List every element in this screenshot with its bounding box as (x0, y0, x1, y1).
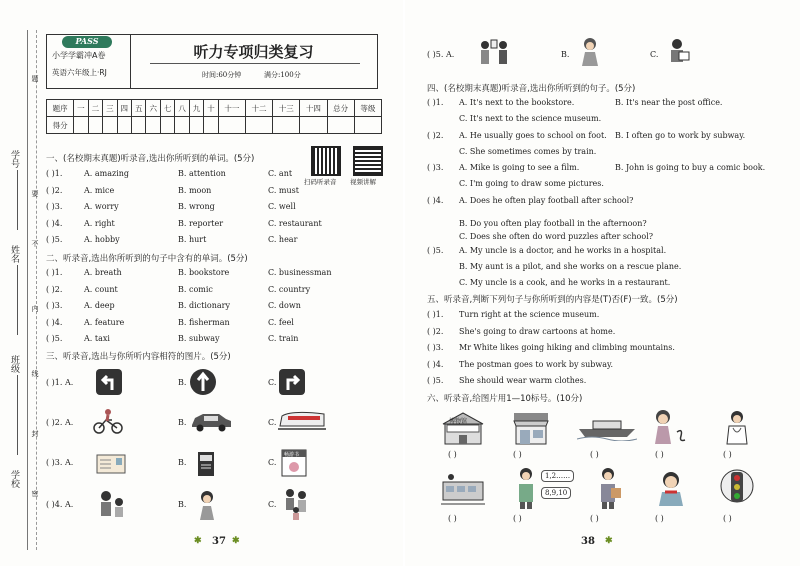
doctor-icon (717, 408, 757, 446)
go-straight-sign-icon (189, 368, 217, 396)
option-b: B. (178, 458, 187, 467)
question-number[interactable]: ( )1. (46, 268, 63, 277)
option-b: B. attention (178, 169, 226, 178)
statement: Turn right at the science museum. (459, 310, 600, 319)
qr-label-video: 视频讲解 (350, 178, 376, 186)
speech-bubble-2: 8,9,10 (541, 487, 571, 499)
question-number[interactable]: ( )3. (46, 202, 63, 211)
answer-blank[interactable]: ( ) (513, 514, 522, 523)
score-header-cell: 九 (189, 100, 203, 117)
ship-icon (577, 415, 637, 441)
option-c: C. restaurant (268, 218, 322, 228)
cut-label: 题 (31, 75, 39, 82)
question-number[interactable]: ( )3. (46, 301, 63, 310)
dictionary-icon (196, 450, 216, 478)
statement: Mr White likes going hiking and climbing mountains. (459, 343, 675, 352)
question-number[interactable]: ( )4. (427, 196, 444, 205)
qr-code-audio[interactable] (311, 146, 341, 176)
full-score: 满分:100分 (264, 71, 301, 79)
score-header-cell: 十 (204, 100, 218, 117)
option-a: A. mice (84, 185, 115, 195)
score-cell[interactable] (132, 117, 146, 134)
option-a: A. Does he often play football after school? (459, 196, 634, 205)
score-cell[interactable] (160, 117, 174, 134)
score-cell[interactable] (273, 117, 300, 134)
side-label-banji: 班级 (9, 355, 19, 373)
binding-line (27, 30, 28, 550)
option-b: B. (178, 500, 187, 509)
museum-label: 博物馆 (449, 418, 468, 425)
section-4-title: 四、(名校期末真题)听录音,选出你所听到的句子。(5分) (427, 84, 636, 94)
option-a: A. My uncle is a doctor, and he works in a hospital. (459, 246, 667, 255)
question-number[interactable]: ( )1. (427, 310, 444, 319)
score-header-cell: 六 (146, 100, 160, 117)
right-page (405, 0, 800, 566)
score-header-cell: 十四 (300, 100, 327, 117)
qr-label-audio: 扫码听录音 (304, 178, 337, 186)
postman-icon (593, 466, 623, 510)
score-header-cell: 题序 (47, 100, 74, 117)
option-b: B. I often go to work by subway. (615, 130, 746, 140)
score-row-label: 得分 (47, 117, 74, 134)
answer-blank[interactable]: ( ) (448, 450, 457, 459)
option-c: C. train (268, 334, 299, 343)
option-c: C. ant (268, 169, 293, 178)
question-number[interactable]: ( )3. (427, 163, 444, 172)
girl-drawing-icon (575, 36, 605, 68)
score-header-cell: 五 (132, 100, 146, 117)
option-c: C. (268, 500, 277, 509)
option-c: C. (268, 378, 277, 387)
shop-icon (511, 410, 551, 446)
option-c: C. down (268, 301, 301, 310)
turn-right-sign-icon (278, 368, 306, 396)
question-number[interactable]: ( )5. (427, 246, 444, 255)
score-table (46, 99, 382, 134)
postcard-icon (95, 452, 127, 476)
score-cell[interactable] (74, 117, 88, 134)
cut-label: 线 (31, 370, 39, 377)
page-decor-icon: ✱ (232, 536, 240, 546)
cut-label: 封 (31, 430, 39, 437)
option-c: C. well (268, 202, 296, 211)
score-cell[interactable] (245, 117, 272, 134)
girl-icon (192, 488, 222, 522)
side-line (17, 170, 18, 230)
option-b: B. moon (178, 185, 212, 195)
s3-q5-b: B. (561, 50, 570, 59)
section-6-title: 六、听录音,给图片用1—10标号。(10分) (427, 394, 583, 404)
page-title: 听力专项归类复习 (193, 43, 314, 61)
score-cell[interactable] (218, 117, 245, 134)
option-a: A. deep (84, 301, 115, 310)
option-c: C. My uncle is a cook, and he works in a restaurant. (459, 278, 671, 287)
question-number[interactable]: ( )4. (46, 218, 63, 228)
score-header-cell: 四 (117, 100, 131, 117)
score-cell[interactable] (117, 117, 131, 134)
option-a: A. Mike is going to see a film. (459, 163, 580, 172)
side-label-xuehao: 学号 (9, 150, 19, 168)
page-decor-icon: ✱ (605, 536, 613, 546)
section-3-title: 三、听录音,选出与你所听内容相符的图片。(5分) (46, 352, 231, 362)
page-number: 38 (581, 536, 595, 547)
series-name: 小学学霸冲A卷 (52, 51, 106, 60)
subway-station-icon (441, 472, 485, 508)
question-number[interactable]: ( )2. (46, 284, 63, 294)
page-number: 37 (212, 536, 226, 547)
option-b: B. Do you often play football in the afternoon? (459, 219, 647, 228)
option-b: B. dictionary (178, 301, 230, 310)
statement: The postman goes to work by subway. (459, 359, 614, 369)
score-cell[interactable] (103, 117, 117, 134)
section-1-title: 一、(名校期末真题)听录音,选出你所听到的单词。(5分) (46, 154, 255, 164)
answer-blank[interactable]: ( ) (448, 514, 457, 523)
score-header-cell: 十三 (273, 100, 300, 117)
answer-blank[interactable]: ( ) (655, 514, 664, 523)
page-decor-icon: ✱ (194, 536, 202, 546)
answer-blank[interactable]: ( ) (723, 514, 732, 523)
traffic-light-icon (719, 466, 755, 510)
answer-blank[interactable]: ( ) (723, 450, 732, 459)
score-cell[interactable] (354, 117, 381, 134)
option-b: B. reporter (178, 218, 224, 228)
question-number[interactable]: ( )2. (427, 326, 444, 336)
side-line (17, 265, 18, 335)
option-a: A. right (84, 218, 115, 228)
option-a: A. count (84, 284, 118, 294)
boy-reading-icon (663, 36, 693, 68)
answer-blank[interactable]: ( ) (590, 450, 599, 459)
side-label-xingming: 姓名 (9, 245, 19, 263)
score-cell[interactable] (189, 117, 203, 134)
option-c: C. I'm going to draw some pictures. (459, 179, 604, 188)
section-2-title: 二、听录音,选出你所听到的句子中含有的单词。(5分) (46, 254, 248, 264)
score-header-cell: 三 (103, 100, 117, 117)
question-number[interactable]: ( )5. (46, 334, 63, 343)
option-c: C. Does she often do word puzzles after school? (459, 232, 654, 241)
option-b: B. wrong (178, 202, 215, 211)
s3-q5-c: C. (650, 50, 659, 59)
score-header-cell: 等级 (354, 100, 381, 117)
cut-label: 内 (31, 305, 39, 312)
grade-label: 英语六年级上·RJ (52, 68, 107, 77)
train-icon (278, 408, 326, 432)
score-cell[interactable] (300, 117, 327, 134)
score-header-cell: 总分 (327, 100, 354, 117)
father-son-icon (95, 488, 129, 522)
option-c: C. feel (268, 317, 294, 327)
option-b: B. subway (178, 334, 220, 343)
option-a: A. hobby (84, 235, 120, 244)
statement: She should wear warm clothes. (459, 376, 587, 385)
section-5-title: 五、听录音,判断下列句子与你所听到的内容是(T)否(F)一致。(5分) (427, 295, 678, 305)
cut-label: 密 (31, 490, 39, 497)
s3-q5-label: ( )5. A. (427, 50, 455, 59)
storybook-label: 畅游书 (284, 452, 300, 458)
question-number[interactable]: ( )2. (46, 185, 63, 195)
question-number[interactable]: ( )3. A. (46, 458, 74, 467)
option-c: C. She sometimes comes by train. (459, 146, 597, 156)
title-rule (150, 63, 360, 64)
car-icon (189, 410, 233, 432)
option-c: C. businessman (268, 268, 332, 277)
option-c: C. must (268, 185, 299, 195)
option-b: B. (178, 418, 187, 427)
qr-code-video[interactable] (353, 146, 383, 176)
cut-label: 不 (31, 240, 39, 247)
option-b: B. hurt (178, 235, 207, 244)
option-a: A. He usually goes to school on foot. (459, 130, 607, 140)
question-number[interactable]: ( )2. A. (46, 418, 74, 427)
score-header-cell: 十一 (218, 100, 245, 117)
question-number[interactable]: ( )4. (46, 317, 63, 327)
speech-bubble-1: 1,2…… (541, 470, 574, 482)
score-cell[interactable] (146, 117, 160, 134)
statement: She's going to draw cartoons at home. (459, 326, 616, 336)
score-header-cell: 一 (74, 100, 88, 117)
option-a: A. taxi (84, 334, 110, 343)
option-a: A. worry (84, 202, 119, 211)
answer-blank[interactable]: ( ) (513, 450, 522, 459)
score-header-cell: 八 (175, 100, 189, 117)
option-c: C. hear (268, 235, 298, 244)
option-c: C. (268, 418, 277, 427)
answer-blank[interactable]: ( ) (590, 514, 599, 523)
score-cell[interactable] (88, 117, 102, 134)
score-header-cell: 十二 (245, 100, 272, 117)
time-limit: 时间:60分钟 (202, 71, 242, 79)
question-number[interactable]: ( )4. (427, 359, 444, 369)
answer-blank[interactable]: ( ) (655, 450, 664, 459)
option-b: B. bookstore (178, 268, 230, 277)
question-number[interactable]: ( )5. (46, 235, 63, 244)
family-icon (279, 486, 313, 522)
cut-label: 要 (31, 190, 39, 197)
option-b: B. It's near the post office. (615, 98, 723, 107)
binding-dash (36, 30, 37, 550)
logo: PASS (62, 36, 112, 48)
question-number[interactable]: ( )5. (427, 376, 444, 385)
question-number[interactable]: ( )1. (427, 98, 444, 107)
option-c: C. country (268, 284, 311, 294)
counting-boy-icon (511, 466, 541, 510)
question-number[interactable]: ( )3. (427, 343, 444, 352)
option-a: A. amazing (84, 169, 130, 178)
score-header-cell: 七 (160, 100, 174, 117)
option-a: A. It's next to the bookstore. (459, 98, 575, 107)
option-b: B. comic (178, 284, 213, 294)
option-b: B. My aunt is a pilot, and she works on a rescue plane. (459, 262, 682, 271)
option-b: B. fisherman (178, 317, 230, 327)
question-number[interactable]: ( )1. (46, 169, 63, 178)
question-number[interactable]: ( )1. A. (46, 378, 74, 387)
option-c: C. It's next to the science museum. (459, 114, 602, 123)
cold-boy-icon (653, 470, 689, 508)
score-cell[interactable] (175, 117, 189, 134)
turn-left-sign-icon (95, 368, 123, 396)
sick-girl-icon (649, 408, 689, 446)
side-line (17, 375, 18, 455)
option-b: B. John is going to buy a comic book. (615, 163, 766, 172)
score-cell[interactable] (204, 117, 218, 134)
option-c: C. (268, 458, 277, 467)
option-b: B. (178, 378, 187, 387)
question-number[interactable]: ( )2. (427, 130, 444, 140)
question-number[interactable]: ( )4. A. (46, 500, 74, 509)
side-label-xuexiao: 学校 (9, 470, 19, 488)
option-a: A. feature (84, 317, 125, 327)
score-cell[interactable] (327, 117, 354, 134)
score-header-cell: 二 (88, 100, 102, 117)
option-a: A. breath (84, 268, 122, 277)
bike-rider-icon (92, 407, 124, 435)
people-meeting-icon (475, 38, 515, 68)
